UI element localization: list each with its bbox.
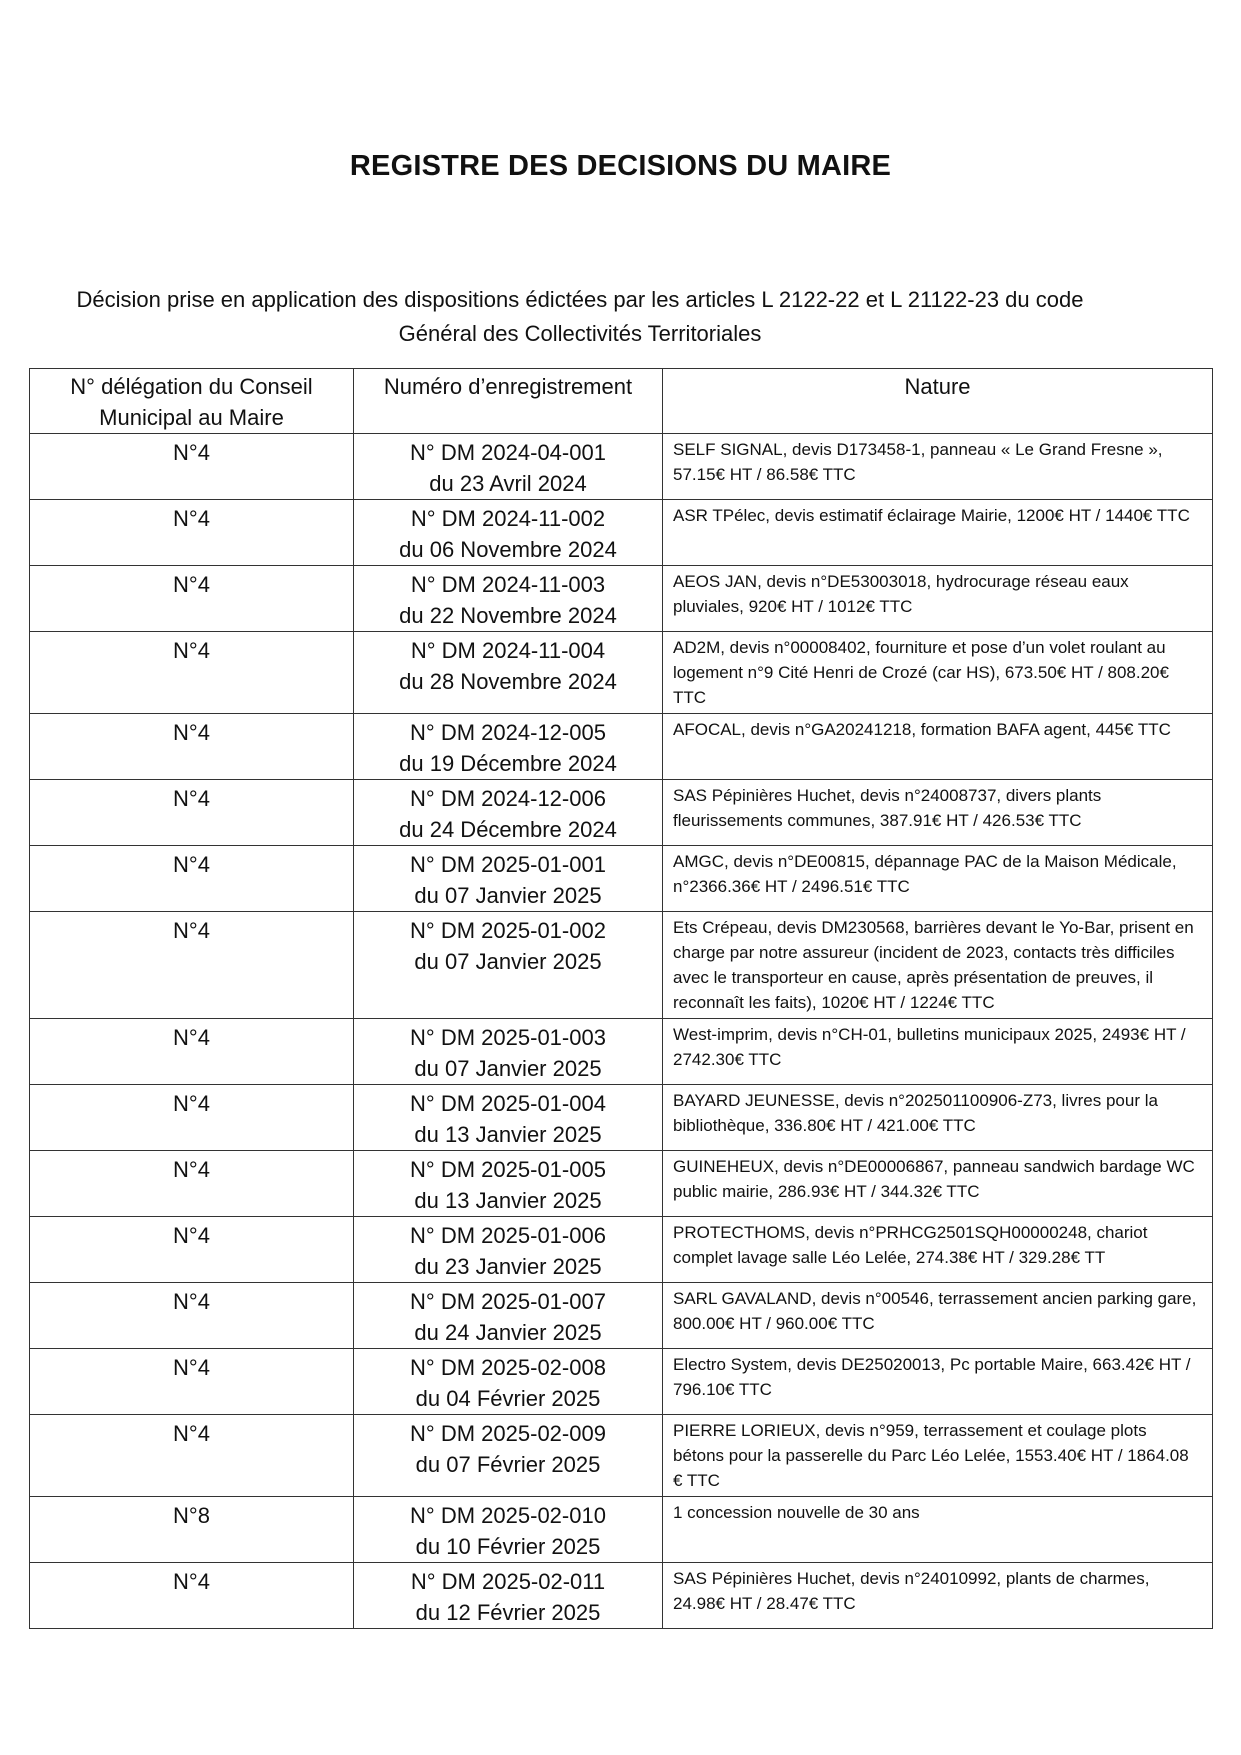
date-text: du 13 Janvier 2025 xyxy=(414,1122,602,1147)
nature-cell: SARL GAVALAND, devis n°00546, terrassement ancien parking gare, 800.00€ HT / 960.00€ TTC xyxy=(663,1283,1213,1349)
delegation-cell: N°4 xyxy=(30,1563,354,1629)
delegation-cell: N°4 xyxy=(30,780,354,846)
nature-cell: AD2M, devis n°00008402, fourniture et pose d’un volet roulant au logement n°9 Cité Henri de Crozé (car HS), 673.50€ HT / 808.20€ TTC xyxy=(663,632,1213,714)
numero-text: N° DM 2024-11-002 xyxy=(410,506,606,531)
delegation-cell: N°4 xyxy=(30,714,354,780)
date-text: du 24 Décembre 2024 xyxy=(399,817,617,842)
table-row xyxy=(30,1151,1213,1217)
numero-text: N° DM 2025-02-010 xyxy=(410,1503,606,1528)
table-row xyxy=(30,1349,1213,1415)
date-text: du 23 Janvier 2025 xyxy=(414,1254,602,1279)
date-text: du 12 Février 2025 xyxy=(415,1600,601,1625)
delegation-cell: N°4 xyxy=(30,912,354,1019)
decisions-table xyxy=(29,368,1213,1629)
nature-cell: Electro System, devis DE25020013, Pc portable Maire, 663.42€ HT / 796.10€ TTC xyxy=(663,1349,1213,1415)
delegation-cell: N°4 xyxy=(30,846,354,912)
table-row xyxy=(30,1563,1213,1629)
header-numero: Numéro d’enregistrement xyxy=(354,369,663,434)
header-delegation: N° délégation du Conseil Municipal au Maire xyxy=(30,369,354,434)
nature-cell: 1 concession nouvelle de 30 ans xyxy=(663,1497,1213,1563)
table-row xyxy=(30,566,1213,632)
numero-text: N° DM 2025-01-004 xyxy=(410,1091,606,1116)
numero-text: N° DM 2024-11-003 xyxy=(410,572,606,597)
numero-text: N° DM 2025-01-006 xyxy=(410,1223,606,1248)
table-row xyxy=(30,500,1213,566)
table-row xyxy=(30,434,1213,500)
table-row xyxy=(30,1497,1213,1563)
numero-cell xyxy=(354,1019,663,1085)
nature-cell: AFOCAL, devis n°GA20241218, formation BAFA agent, 445€ TTC xyxy=(663,714,1213,780)
nature-cell: PIERRE LORIEUX, devis n°959, terrassement et coulage plots bétons pour la passerelle du Parc Léo Lelée, 1553.40€ HT / 1864.08 € TTC xyxy=(663,1415,1213,1497)
nature-cell: GUINEHEUX, devis n°DE00006867, panneau sandwich bardage WC public mairie, 286.93€ HT / 344.32€ TTC xyxy=(663,1151,1213,1217)
nature-cell: West-imprim, devis n°CH-01, bulletins municipaux 2025, 2493€ HT / 2742.30€ TTC xyxy=(663,1019,1213,1085)
table-row xyxy=(30,780,1213,846)
date-text: du 22 Novembre 2024 xyxy=(399,603,617,628)
numero-cell xyxy=(354,780,663,846)
delegation-cell: N°4 xyxy=(30,1283,354,1349)
table-row xyxy=(30,1085,1213,1151)
numero-text: N° DM 2024-11-004 xyxy=(410,638,606,663)
nature-cell: PROTECTHOMS, devis n°PRHCG2501SQH00000248, chariot complet lavage salle Léo Lelée, 274.38€ HT / 329.28€ TT xyxy=(663,1217,1213,1283)
table-row xyxy=(30,1019,1213,1085)
delegation-cell: N°4 xyxy=(30,1349,354,1415)
page-title: REGISTRE DES DECISIONS DU MAIRE xyxy=(349,150,892,182)
numero-cell xyxy=(354,1283,663,1349)
table-row xyxy=(30,632,1213,714)
nature-cell: AMGC, devis n°DE00815, dépannage PAC de la Maison Médicale, n°2366.36€ HT / 2496.51€ TTC xyxy=(663,846,1213,912)
table-row xyxy=(30,1217,1213,1283)
nature-cell: SAS Pépinières Huchet, devis n°24008737, divers plants fleurissements communes, 387.91€ HT / 426.53€ TTC xyxy=(663,780,1213,846)
date-text: du 13 Janvier 2025 xyxy=(414,1188,602,1213)
delegation-cell: N°4 xyxy=(30,632,354,714)
nature-cell: SELF SIGNAL, devis D173458-1, panneau « Le Grand Fresne », 57.15€ HT / 86.58€ TTC xyxy=(663,434,1213,500)
numero-cell xyxy=(354,912,663,1019)
delegation-cell: N°4 xyxy=(30,566,354,632)
nature-cell: Ets Crépeau, devis DM230568, barrières devant le Yo-Bar, prisent en charge par notre assureur (incident de 2023, contacts très difficiles avec le transporteur en cause, après présentation de preuves, il reconnaît les faits), 1020€ HT / 1224€ TTC xyxy=(663,912,1213,1019)
table-row xyxy=(30,714,1213,780)
date-text: du 23 Avril 2024 xyxy=(429,471,587,496)
nature-cell: SAS Pépinières Huchet, devis n°24010992, plants de charmes, 24.98€ HT / 28.47€ TTC xyxy=(663,1563,1213,1629)
delegation-cell: N°4 xyxy=(30,1415,354,1497)
date-text: du 07 Janvier 2025 xyxy=(414,883,602,908)
date-text: du 06 Novembre 2024 xyxy=(399,537,617,562)
intro-paragraph: Décision prise en application des dispositions édictées par les articles L 2122-22 et L 21122-23 du code Général des Collectivités Territoriales xyxy=(76,287,1084,346)
nature-cell: AEOS JAN, devis n°DE53003018, hydrocurage réseau eaux pluviales, 920€ HT / 1012€ TTC xyxy=(663,566,1213,632)
numero-text: N° DM 2024-04-001 xyxy=(410,440,606,465)
date-text: du 04 Février 2025 xyxy=(415,1386,601,1411)
numero-cell xyxy=(354,1497,663,1563)
delegation-cell: N°4 xyxy=(30,1217,354,1283)
numero-text: N° DM 2025-01-003 xyxy=(410,1025,606,1050)
delegation-cell: N°4 xyxy=(30,1019,354,1085)
numero-text: N° DM 2025-01-007 xyxy=(410,1289,606,1314)
numero-cell xyxy=(354,1415,663,1497)
date-text: du 07 Janvier 2025 xyxy=(414,1056,602,1081)
delegation-cell: N°4 xyxy=(30,434,354,500)
numero-text: N° DM 2025-02-008 xyxy=(410,1355,606,1380)
numero-cell xyxy=(354,500,663,566)
numero-text: N° DM 2025-01-005 xyxy=(410,1157,606,1182)
nature-cell: BAYARD JEUNESSE, devis n°202501100906-Z73, livres pour la bibliothèque, 336.80€ HT / 421.00€ TTC xyxy=(663,1085,1213,1151)
numero-cell xyxy=(354,566,663,632)
date-text: du 10 Février 2025 xyxy=(415,1534,601,1559)
delegation-cell: N°4 xyxy=(30,1151,354,1217)
numero-cell xyxy=(354,1217,663,1283)
numero-cell xyxy=(354,434,663,500)
numero-text: N° DM 2025-01-002 xyxy=(410,918,606,943)
date-text: du 28 Novembre 2024 xyxy=(399,669,617,694)
table-row xyxy=(30,912,1213,1019)
date-text: du 24 Janvier 2025 xyxy=(414,1320,602,1345)
numero-cell xyxy=(354,632,663,714)
date-text: du 07 Février 2025 xyxy=(415,1452,601,1477)
numero-cell xyxy=(354,1349,663,1415)
table-header-row xyxy=(30,369,1213,434)
date-text: du 19 Décembre 2024 xyxy=(399,751,617,776)
table-row xyxy=(30,1415,1213,1497)
delegation-cell: N°8 xyxy=(30,1497,354,1563)
numero-text: N° DM 2024-12-005 xyxy=(410,720,606,745)
numero-cell xyxy=(354,1151,663,1217)
table-row xyxy=(30,1283,1213,1349)
table-row xyxy=(30,846,1213,912)
delegation-cell: N°4 xyxy=(30,500,354,566)
numero-cell xyxy=(354,846,663,912)
numero-text: N° DM 2025-01-001 xyxy=(410,852,606,877)
header-nature: Nature xyxy=(663,369,1213,434)
delegation-cell: N°4 xyxy=(30,1085,354,1151)
date-text: du 07 Janvier 2025 xyxy=(414,949,602,974)
numero-cell xyxy=(354,714,663,780)
numero-cell xyxy=(354,1085,663,1151)
numero-cell xyxy=(354,1563,663,1629)
nature-cell: ASR TPélec, devis estimatif éclairage Mairie, 1200€ HT / 1440€ TTC xyxy=(663,500,1213,566)
numero-text: N° DM 2025-02-009 xyxy=(410,1421,606,1446)
numero-text: N° DM 2025-02-011 xyxy=(410,1569,606,1594)
numero-text: N° DM 2024-12-006 xyxy=(410,786,606,811)
